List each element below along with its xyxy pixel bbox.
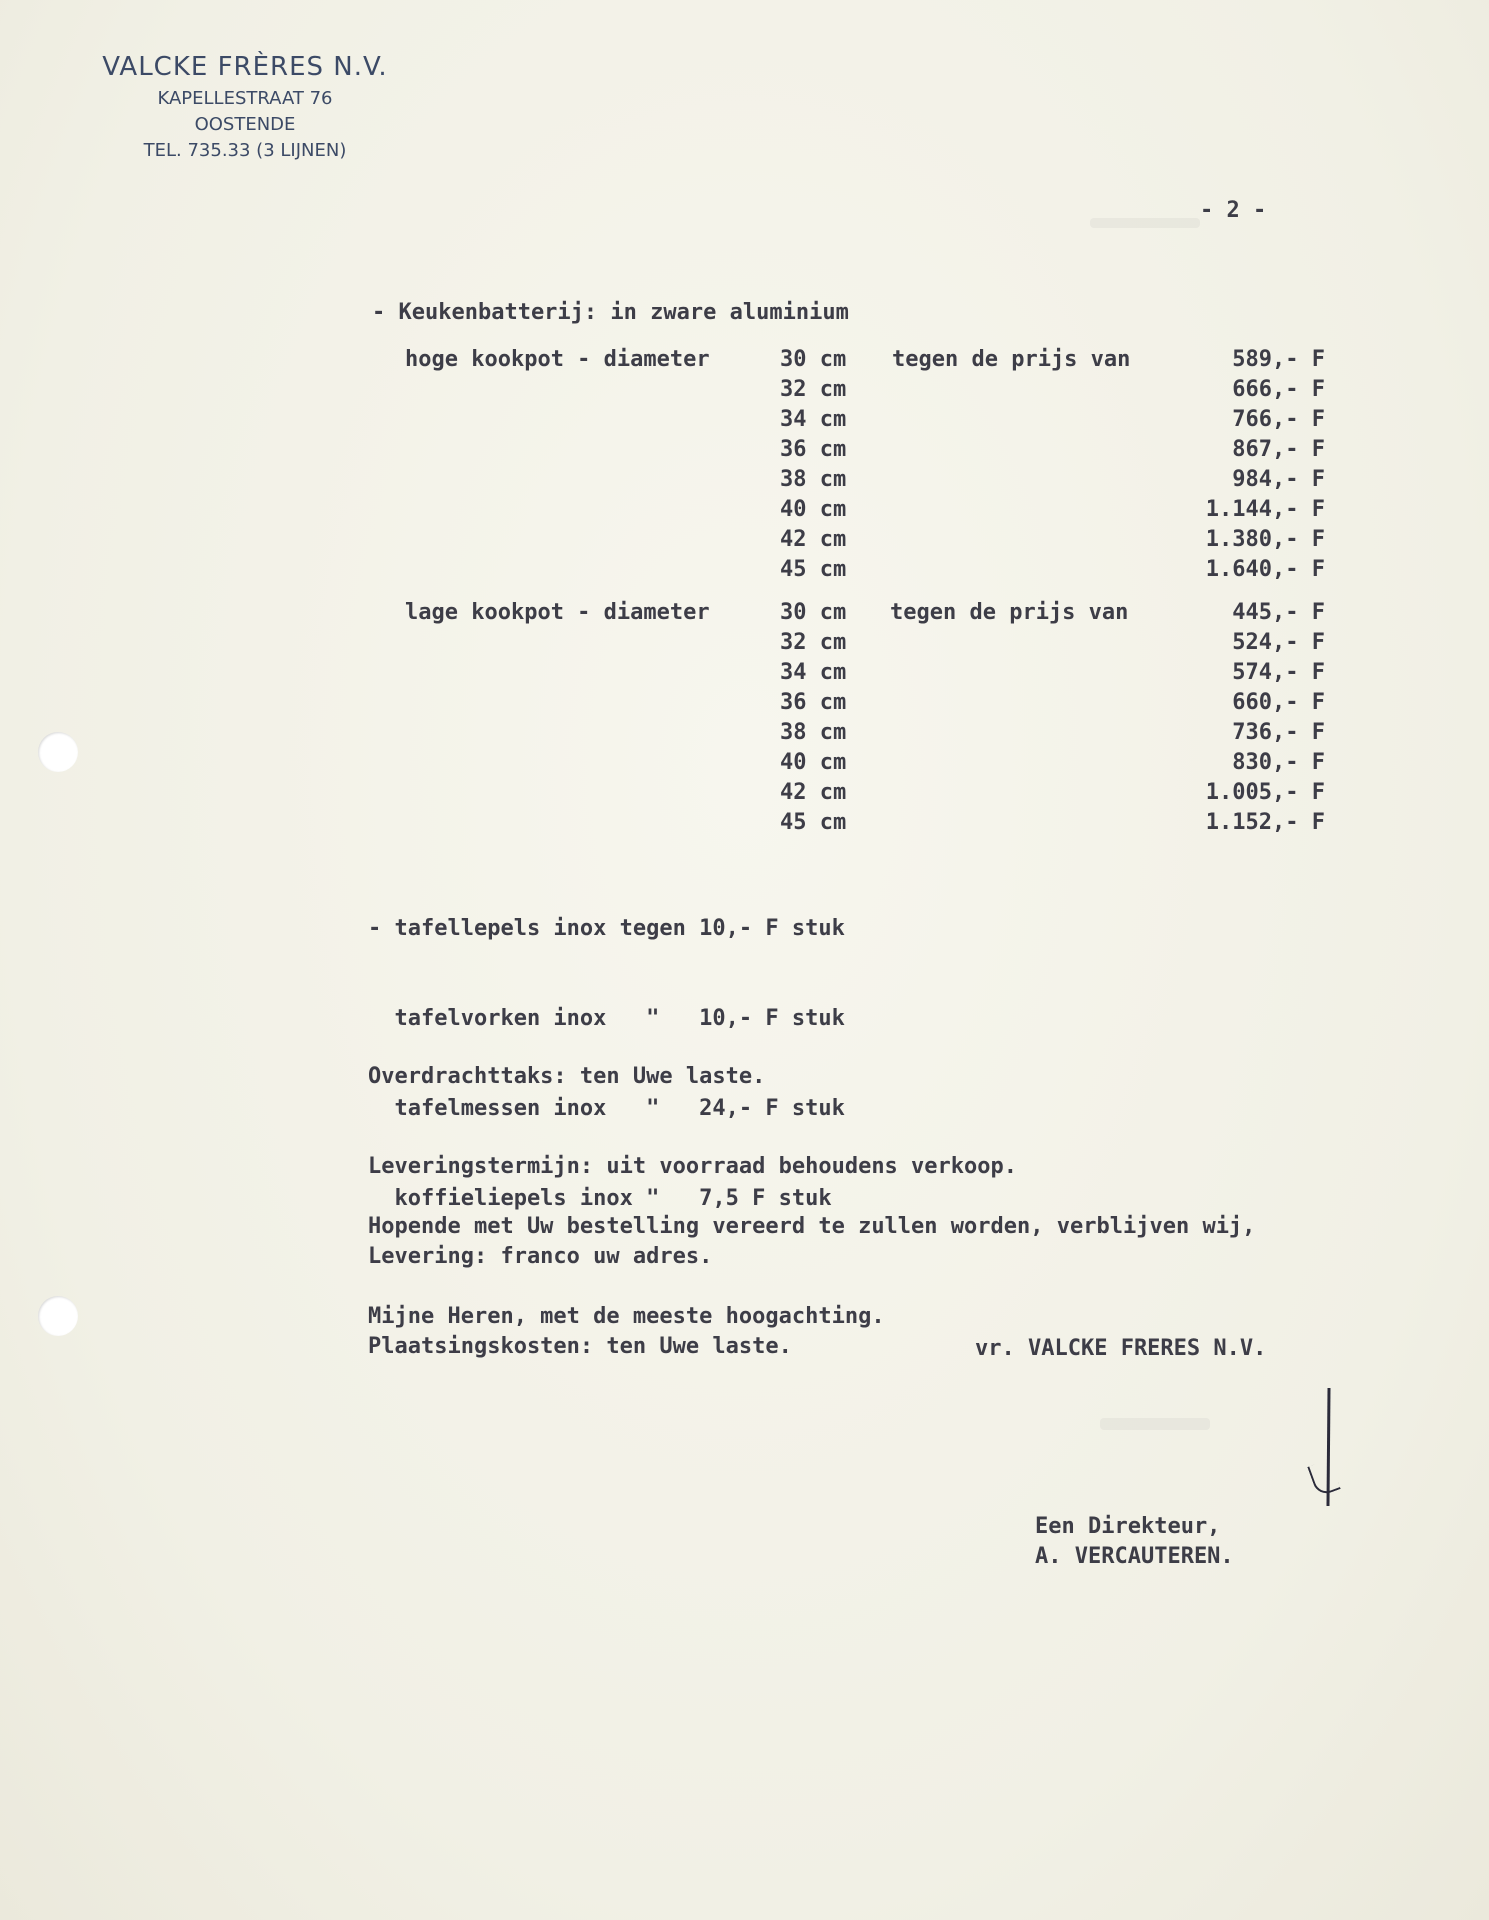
cutlery-item: - tafellepels inox tegen 10,- F stuk: [368, 916, 845, 941]
term-item: Levering: franco uw adres.: [368, 1244, 713, 1269]
price-value: 736,- F: [1232, 720, 1325, 745]
price-value: 574,- F: [1232, 660, 1325, 685]
price-value: 666,- F: [1232, 377, 1325, 402]
price-row: [405, 495, 1325, 525]
price-value: 524,- F: [1232, 630, 1325, 655]
diameter-value: 45 cm: [780, 557, 847, 582]
price-row: [405, 375, 1325, 405]
diameter-value: 36 cm: [780, 690, 847, 715]
term-item: Plaatsingskosten: ten Uwe laste.: [368, 1334, 792, 1359]
smudge: [1100, 1418, 1210, 1430]
term-item: Leveringstermijn: uit voorraad behoudens verkoop.: [368, 1154, 1018, 1179]
cutlery-item: tafelmessen inox " 24,- F stuk: [368, 1096, 845, 1121]
company-phone: TEL. 735.33 (3 LIJNEN): [143, 140, 347, 161]
signoff-company: vr. VALCKE FRERES N.V.: [975, 1336, 1267, 1361]
signoff-title: Een Direkteur,: [1035, 1514, 1221, 1539]
diameter-value: 36 cm: [780, 437, 847, 462]
diameter-value: 32 cm: [780, 630, 847, 655]
price-row: [405, 658, 1325, 688]
price-value: 589,- F: [1232, 347, 1325, 372]
closing-line: Mijne Heren, met de meeste hoogachting.: [368, 1304, 885, 1329]
diameter-value: 40 cm: [780, 750, 847, 775]
company-name: VALCKE FRÈRES N.V.: [102, 52, 388, 82]
cutlery-item: tafelvorken inox " 10,- F stuk: [368, 1006, 845, 1031]
price-value: 766,- F: [1232, 407, 1325, 432]
signature-stroke: [1307, 1459, 1340, 1497]
diameter-value: 30 cm: [780, 347, 847, 372]
price-value: 1.005,- F: [1205, 780, 1325, 805]
smudge: [1090, 218, 1200, 228]
diameter-value: 42 cm: [780, 527, 847, 552]
price-row: [405, 598, 1325, 628]
price-row: [405, 465, 1325, 495]
diameter-value: 34 cm: [780, 407, 847, 432]
diameter-value: 45 cm: [780, 810, 847, 835]
diameter-value: 38 cm: [780, 720, 847, 745]
price-row: [405, 525, 1325, 555]
price-value: 984,- F: [1232, 467, 1325, 492]
price-value: 1.640,- F: [1205, 557, 1325, 582]
diameter-value: 30 cm: [780, 600, 847, 625]
price-row: [405, 688, 1325, 718]
closing-line: Hopende met Uw bestelling vereerd te zullen worden, verblijven wij,: [368, 1214, 1256, 1239]
price-row: [405, 718, 1325, 748]
signoff-name: A. VERCAUTEREN.: [1035, 1544, 1234, 1569]
diameter-value: 40 cm: [780, 497, 847, 522]
price-row: [405, 555, 1325, 585]
letterhead: [95, 48, 395, 164]
punch-hole: [38, 1296, 78, 1336]
diameter-value: 32 cm: [780, 377, 847, 402]
lage-label: lage kookpot - diameter: [405, 600, 710, 625]
lage-price-phrase: tegen de prijs van: [890, 600, 1129, 625]
price-value: 1.152,- F: [1205, 810, 1325, 835]
price-value: 660,- F: [1232, 690, 1325, 715]
price-value: 867,- F: [1232, 437, 1325, 462]
price-row: [405, 778, 1325, 808]
diameter-value: 38 cm: [780, 467, 847, 492]
page-number: - 2 -: [1200, 198, 1267, 223]
term-item: Overdrachttaks: ten Uwe laste.: [368, 1064, 766, 1089]
price-row: [405, 405, 1325, 435]
hoge-label: hoge kookpot - diameter: [405, 347, 710, 372]
hoge-price-phrase: tegen de prijs van: [892, 347, 1131, 372]
diameter-value: 34 cm: [780, 660, 847, 685]
price-row: [405, 628, 1325, 658]
intro-line: - Keukenbatterij: in zware aluminium: [372, 300, 849, 325]
price-row: [405, 435, 1325, 465]
price-value: 830,- F: [1232, 750, 1325, 775]
price-value: 445,- F: [1232, 600, 1325, 625]
price-row: [405, 345, 1325, 375]
punch-hole: [38, 732, 78, 772]
diameter-value: 42 cm: [780, 780, 847, 805]
price-row: [405, 748, 1325, 778]
price-value: 1.144,- F: [1205, 497, 1325, 522]
price-value: 1.380,- F: [1205, 527, 1325, 552]
company-city: OOSTENDE: [194, 114, 296, 135]
price-row: [405, 808, 1325, 838]
cutlery-item: koffieliepels inox " 7,5 F stuk: [368, 1186, 832, 1211]
company-street: KAPELLESTRAAT 76: [157, 88, 333, 109]
